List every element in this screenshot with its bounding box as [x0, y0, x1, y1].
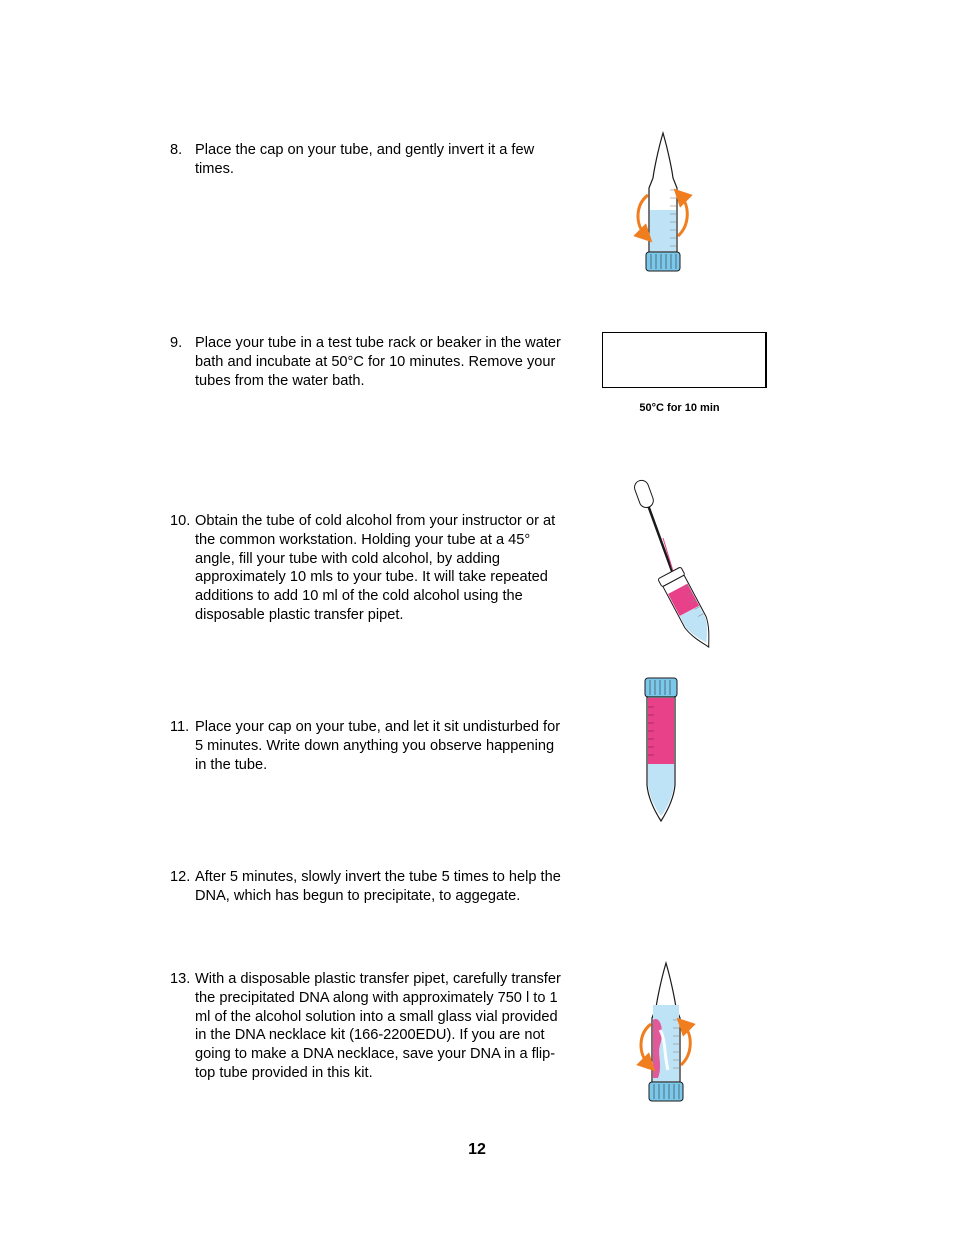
- step-8: [170, 141, 565, 179]
- invert-tube-icon: [630, 130, 700, 276]
- step-text: Obtain the tube of cold alcohol from your instructor or at the common workstation. Holding your tube at a 45° angle, fill your tube with cold alcohol, by adding approximately 10 mls to your tube. It will take repeated additions to add 10 ml of the cold alcohol using the disposable plastic transfer pipet.: [195, 513, 556, 623]
- step-number: 8.: [170, 142, 183, 158]
- step-text: Place the cap on your tube, and gently invert it a few times.: [195, 142, 535, 177]
- step-number: 13.: [170, 971, 191, 987]
- pipet-adding-alcohol-icon: [630, 476, 730, 652]
- step-text: With a disposable plastic transfer pipet, carefully transfer the precipitated DNA along with approximately 750 l to 1 ml of the alcohol solution into a small glass vial provided in the DNA necklace kit (166-2200EDU). If you are not going to make a DNA necklace, save your DNA in a flip-top tube provided in this kit.: [195, 971, 561, 1081]
- water-bath-image: [602, 332, 767, 388]
- step-number: 12.: [170, 869, 191, 885]
- step-number: 9.: [170, 335, 183, 351]
- step-text: After 5 minutes, slowly invert the tube 5 times to help the DNA, which has begun to precipitate, to aggegate.: [195, 869, 561, 904]
- step-text: Place your tube in a test tube rack or beaker in the water bath and incubate at 50°C for 10 minutes. Remove your tubes from the water bath.: [195, 335, 561, 389]
- step-11: [170, 718, 565, 774]
- step-9: [170, 334, 565, 390]
- step-13: [170, 970, 565, 1083]
- water-bath-label: 50°C for 10 min: [639, 402, 720, 414]
- step-10: [170, 512, 565, 625]
- step-number: 11.: [170, 719, 190, 735]
- step-number: 10.: [170, 513, 191, 529]
- step-text: Place your cap on your tube, and let it sit undisturbed for 5 minutes. Write down anything you observe happening in the tube.: [195, 719, 561, 773]
- capped-tube-layers-icon: [640, 675, 686, 823]
- tube-with-dna-icon: [630, 960, 702, 1106]
- step-12: [170, 868, 565, 906]
- page-number: 12: [468, 1141, 486, 1158]
